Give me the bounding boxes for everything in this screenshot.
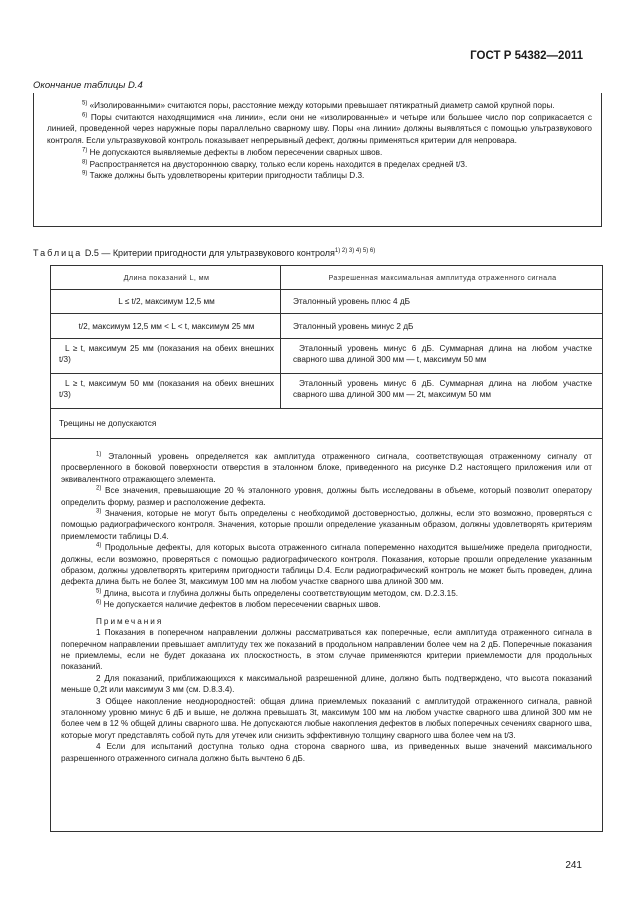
note-item: 4 Если для испытаний доступна только одна сторона сварного шва, из приведенных выше значений максимального разрешенного отраженного сигнала должно быть вычтено 6 дБ.	[61, 742, 592, 763]
table-title: D.5 — Критерии пригодности для ультразвукового контроля	[84, 248, 335, 258]
amplitude-cell: Эталонный уровень минус 6 дБ. Суммарная длина на любом участке сварного шва длиной 300 мм — 2t, максимум 50 мм	[293, 379, 592, 399]
table-row	[51, 314, 602, 339]
header-cell-amplitude: Разрешенная максимальная амплитуда отраженного сигнала	[328, 273, 557, 282]
table-title-footnote-refs: 1) 2) 3) 4) 5) 6)	[334, 248, 376, 254]
footnote-item: $^{4)}$ Продольные дефекты, для которых высота отраженного сигнала попеременно находится выше/ниже предела пригодности, должны, если возможно, проверяться с помощью радиографического контроля. Показания, которые прошли определение указанным образом, должны удовлетворять критериям пригодности таблицы D.4. Если радиографический контроль не может быть проведен, длина дефекта длина быть не более 3t, максимум 100 мм на любом участке сварного шва длиной 300 мм.	[61, 542, 593, 587]
footnote-item: $^{9)}$ Также должны быть удовлетворены критерии пригодности таблицы D.3.	[82, 170, 365, 181]
table-row	[51, 374, 602, 409]
table-label: Таблица	[33, 248, 83, 258]
note-item: 2 Для показаний, приближающихся к максимальной разрешенной длине, должно быть подтверждено, что высота показаний меньше 0,2t или максимум 3 мм (см. D.8.3.4).	[61, 673, 592, 695]
note-item: 1 Показания в поперечном направлении должны рассматриваться как поперечные, если амплитуда отраженного сигнала в поперечном направлении превышает амплитуду тех же показаний в продольном направлении более чем на 2 дБ. Поперечные показания не приемлемы, если не будет доказана их плоскостность, в этом случае применяются критерии приемлемости для продольных показаний.	[61, 628, 592, 672]
footnote-item: $^{2)}$ Все значения, превышающие 20 % эталонного уровня, должны быть исследованы в объеме, который позволит оператору определить форму, размер и расположение дефекта.	[61, 485, 592, 507]
table-notes	[51, 451, 602, 764]
page-number: 241	[565, 860, 582, 871]
length-cell: L ≥ t, максимум 25 мм (показания на обеих внешних t/3)	[51, 339, 281, 373]
table-caption	[33, 248, 375, 258]
footnote-item: $^{8)}$ Распространяется на двустороннюю сварку, только если корень находится в пределах средней t/3.	[82, 158, 468, 169]
length-cell: L ≤ t/2, максимум 12,5 мм	[51, 290, 281, 313]
length-cell: L ≥ t, максимум 50 мм (показания на обеих внешних t/3)	[51, 374, 281, 408]
notes-title: Примечания	[96, 616, 164, 626]
cracks-row: Трещины не допускаются	[51, 409, 602, 439]
footnote-item: $^{7)}$ Не допускаются выявляемые дефекты в любом пересечении сварных швов.	[82, 147, 383, 157]
table-header-row	[51, 266, 602, 290]
header-cell-length: Длина показаний L, мм	[51, 266, 281, 289]
amplitude-cell: Эталонный уровень минус 2 дБ	[293, 321, 414, 331]
footnote-item: $^{5)}$ Длина, высота и глубина должны быть определены соответствующим методом, см. D.2.3.15.	[96, 588, 459, 598]
footnote-item: $^{3)}$ Значения, которые не могут быть определены с необходимой достоверностью, должны, если это возможно, проверяться с помощью радиографического контроля. Значения, которые прошли определение указанным образом, должны удовлетворять критериям приемлемости таблицы D.4.	[61, 508, 593, 541]
amplitude-cell: Эталонный уровень плюс 4 дБ	[293, 297, 410, 306]
footnote-item: $^{6)}$ Не допускается наличие дефектов в любом пересечении сварных швов.	[96, 599, 381, 610]
footnote-item: $^{1)}$ Эталонный уровень определяется как амплитуда отраженного сигнала, соответствующая отраженному сигналу от просверленного в боковой поверхности отверстия в эталонном блоке, приведенного на рисунке D.2 настоящего приложения или от эквивалентного отражающего элемента.	[61, 451, 592, 484]
length-cell: t/2, максимум 12,5 мм < L < t, максимум 25 мм	[51, 314, 281, 338]
table-row	[51, 290, 602, 314]
criteria-table	[50, 265, 603, 832]
table-row	[51, 339, 602, 374]
note-item: 3 Общее накопление неоднородностей: общая длина приемлемых показаний с амплитудой отраженного сигнала, равной эталонному уровню минус 6 дБ и выше, не должна превышать 3t, максимум 100 мм на любом участке сварного шва длиной 300 мм не более чем в 12 % общей длины сварного шва. Не допускаются любые накопления дефектов в любых поперечных сечениях сварного шва, которые могут представлять собой путь для утечек или снизить эффективную толщину сварного шва более чем на t/3.	[61, 696, 592, 740]
footnote-item: $^{5)}$ «Изолированными» считаются поры, расстояние между которыми превышает пятикратный диаметр самой крупной поры.	[82, 100, 555, 110]
footnote-item: $^{6)}$ Поры считаются находящимися «на линии», если они не «изолированные» и четыре или большее число пор соприкасается с линией, проведенной через наружные поры параллельно сварному шву. Поры «на линии» должны выявляться с помощью ультразвукового контроля. Если ультразвуковой контроль показывает непрерывный дефект, должны применяться критерии для непровара.	[47, 111, 592, 146]
amplitude-cell: Эталонный уровень минус 6 дБ. Суммарная длина на любом участке сварного шва длиной 300 мм — t, максимум 50 мм	[293, 344, 592, 364]
table-d4-footnotes	[33, 93, 602, 227]
table-continuation-caption: Окончание таблицы D.4	[33, 80, 143, 91]
standard-number: ГОСТ Р 54382—2011	[470, 50, 583, 62]
